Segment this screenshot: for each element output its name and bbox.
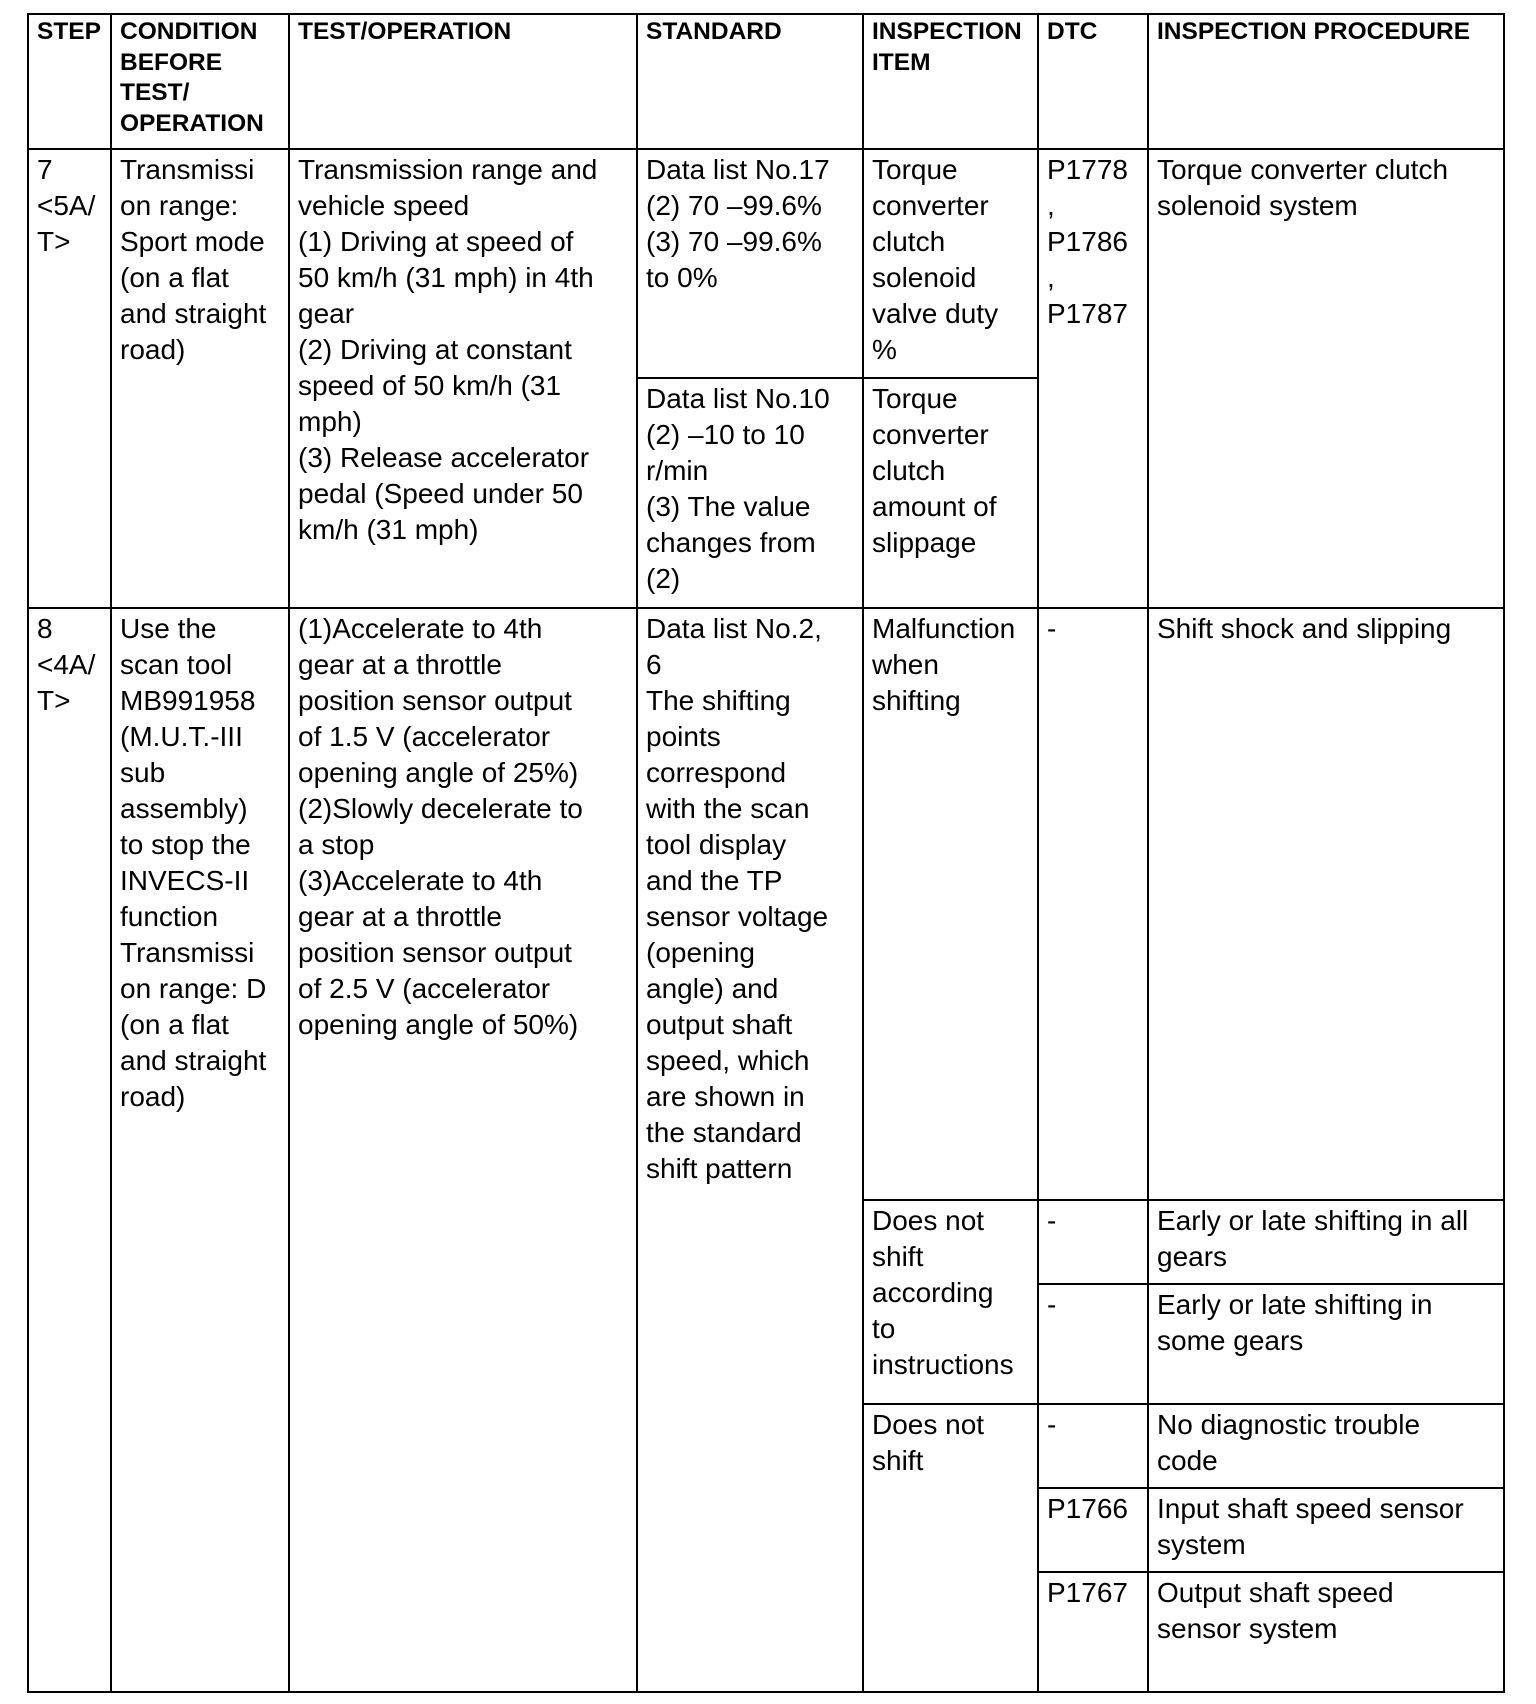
step7-dtc-cell: P1778 , P1786 , P1787 — [1038, 149, 1148, 608]
step7-row-1 — [28, 149, 1504, 378]
step8-procedure-cell-5: Input shaft speed sensor system — [1148, 1488, 1504, 1572]
header-inspection-item: INSPECTION ITEM — [863, 14, 1038, 149]
step8-procedure-cell-4: No diagnostic trouble code — [1148, 1404, 1504, 1488]
header-inspection-procedure: INSPECTION PROCEDURE — [1148, 14, 1504, 149]
step7-item-cell-1: Torque converter clutch solenoid valve duty % — [863, 149, 1038, 378]
header-dtc: DTC — [1038, 14, 1148, 149]
step8-condition-cell: Use the scan tool MB991958 (M.U.T.-III sub assembly) to stop the INVECS-II function Transmissi on range: D (on a flat and straight road) — [111, 608, 289, 1692]
inspection-table — [27, 13, 1505, 1693]
step8-test-cell: (1)Accelerate to 4th gear at a throttle position sensor output of 1.5 V (accelerator opening angle of 25%) (2)Slowly decelerate to a stop (3)Accelerate to 4th gear at a throttle position sensor output of 2.5 V (accelerator opening angle of 50%) — [289, 608, 637, 1692]
header-condition: CONDITION BEFORE TEST/ OPERATION — [111, 14, 289, 149]
step8-dtc-cell-3: - — [1038, 1284, 1148, 1404]
step8-item-does-not-shift: Does not shift — [863, 1404, 1038, 1692]
step8-dtc-cell-5: P1766 — [1038, 1488, 1148, 1572]
step7-condition-cell: Transmissi on range: Sport mode (on a flat and straight road) — [111, 149, 289, 608]
step8-dtc-cell-1: - — [1038, 608, 1148, 1200]
header-test-operation: TEST/OPERATION — [289, 14, 637, 149]
step8-dtc-cell-2: - — [1038, 1200, 1148, 1284]
step8-row-1 — [28, 608, 1504, 1200]
header-standard: STANDARD — [637, 14, 863, 149]
step8-dtc-cell-6: P1767 — [1038, 1572, 1148, 1692]
header-row — [28, 14, 1504, 149]
step7-standard-cell-1: Data list No.17 (2) 70 –99.6% (3) 70 –99.6% to 0% — [637, 149, 863, 378]
step8-step-cell: 8 <4A/ T> — [28, 608, 111, 1692]
step7-standard-cell-2: Data list No.10 (2) –10 to 10 r/min (3) The value changes from (2) — [637, 378, 863, 608]
header-step: STEP — [28, 14, 111, 149]
step8-procedure-cell-6: Output shaft speed sensor system — [1148, 1572, 1504, 1692]
step7-test-cell: Transmission range and vehicle speed (1) Driving at speed of 50 km/h (31 mph) in 4th gear (2) Driving at constant speed of 50 km/h (31 mph) (3) Release accelerator pedal (Speed under 50 km/h (31 mph) — [289, 149, 637, 608]
step8-item-malfunction: Malfunction when shifting — [863, 608, 1038, 1200]
step8-procedure-cell-1: Shift shock and slipping — [1148, 608, 1504, 1200]
step8-standard-cell: Data list No.2, 6 The shifting points correspond with the scan tool display and the TP sensor voltage (opening angle) and output shaft speed, which are shown in the standard shift pattern — [637, 608, 863, 1692]
step7-procedure-cell: Torque converter clutch solenoid system — [1148, 149, 1504, 608]
step8-procedure-cell-3: Early or late shifting in some gears — [1148, 1284, 1504, 1404]
step8-dtc-cell-4: - — [1038, 1404, 1148, 1488]
step8-item-not-according: Does not shift according to instructions — [863, 1200, 1038, 1404]
step7-step-cell: 7 <5A/ T> — [28, 149, 111, 608]
step8-procedure-cell-2: Early or late shifting in all gears — [1148, 1200, 1504, 1284]
step7-item-cell-2: Torque converter clutch amount of slippage — [863, 378, 1038, 608]
